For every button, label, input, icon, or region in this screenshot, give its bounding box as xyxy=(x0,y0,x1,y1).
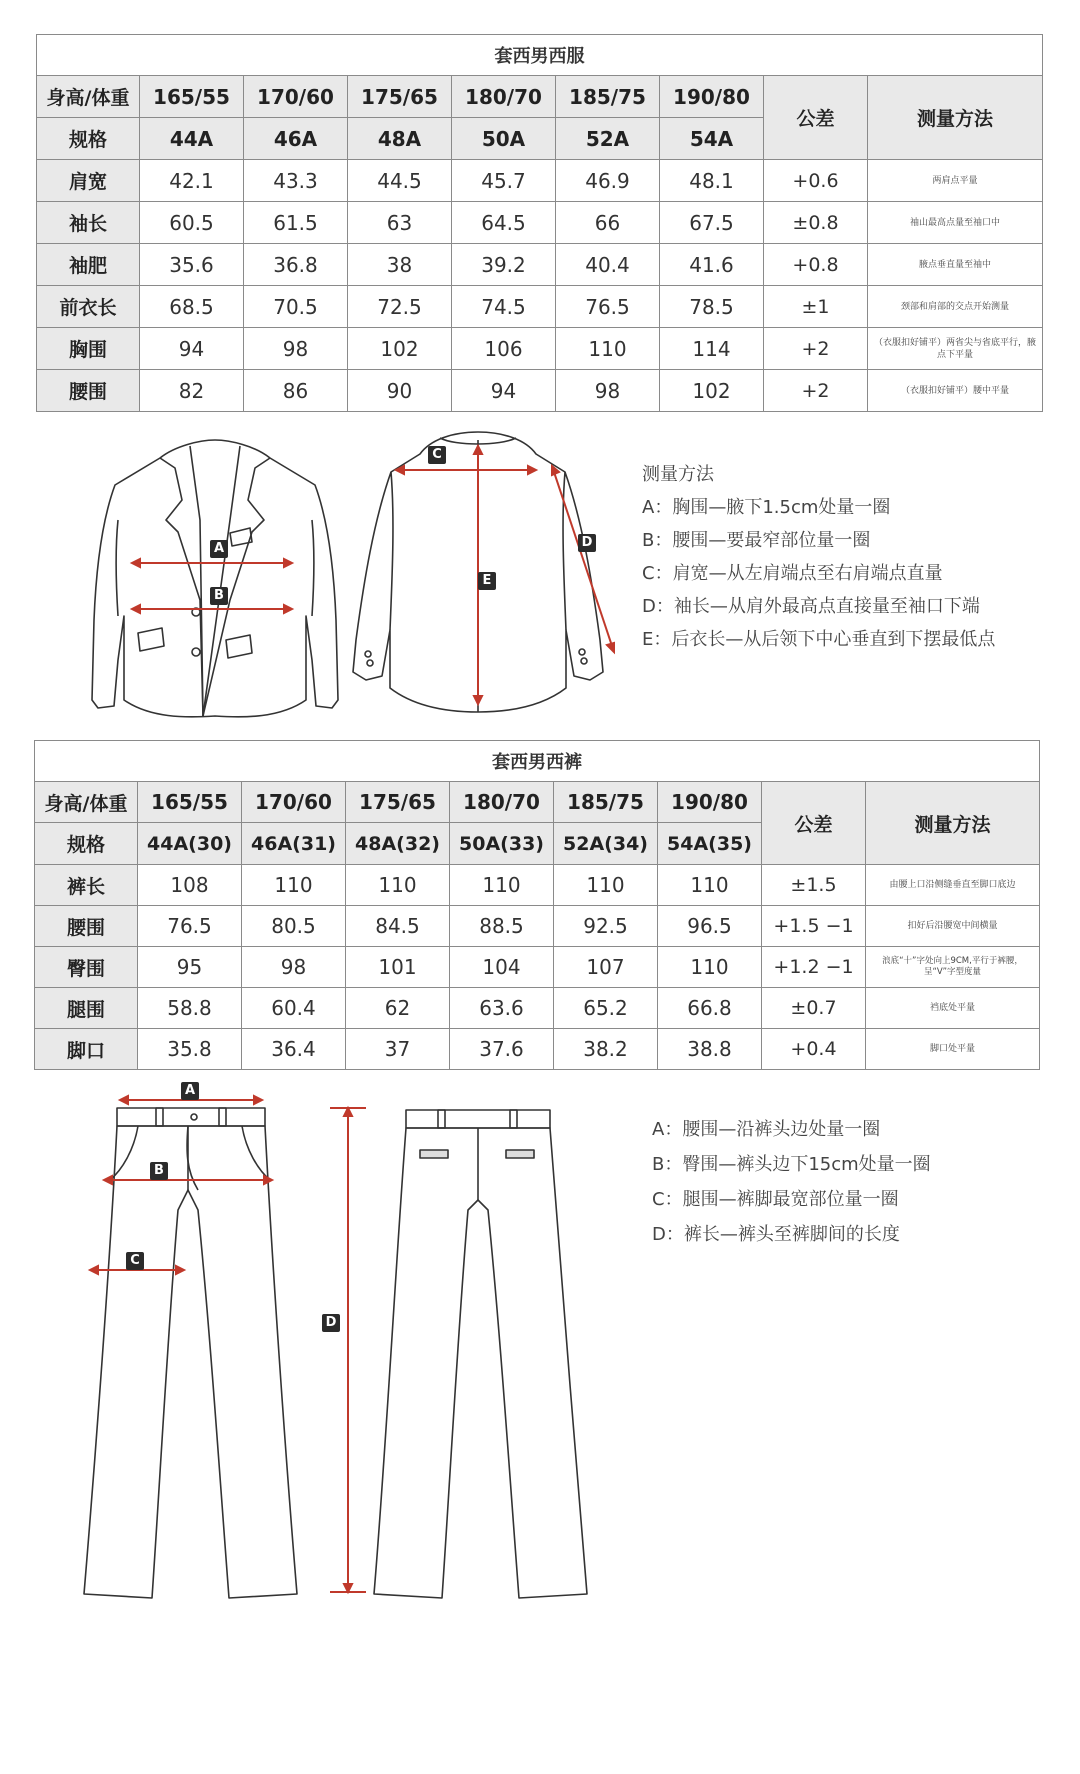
row-label: 袖长 xyxy=(37,202,140,244)
cell: 58.8 xyxy=(138,988,242,1029)
height-col: 175/65 xyxy=(346,782,450,823)
height-col: 180/70 xyxy=(452,76,556,118)
cell: 36.8 xyxy=(244,244,348,286)
height-col: 170/60 xyxy=(242,782,346,823)
legend-item: C：肩宽—从左肩端点至右肩端点直量 xyxy=(642,563,943,584)
method-cell: 扣好后沿腰宽中间横量 xyxy=(866,906,1040,947)
cell: 66 xyxy=(556,202,660,244)
cell: 41.6 xyxy=(660,244,764,286)
method-header: 测量方法 xyxy=(866,782,1040,865)
tag-c: C xyxy=(126,1252,144,1270)
cell: 94 xyxy=(140,328,244,370)
cell: 110 xyxy=(658,947,762,988)
tag-b: B xyxy=(210,587,228,605)
tolerance-cell: +1.2 −1 xyxy=(762,947,866,988)
row-label: 胸围 xyxy=(37,328,140,370)
cell: 45.7 xyxy=(452,160,556,202)
row-label: 肩宽 xyxy=(37,160,140,202)
size-col: 46A xyxy=(244,118,348,160)
cell: 110 xyxy=(450,865,554,906)
cell: 67.5 xyxy=(660,202,764,244)
cell: 98 xyxy=(244,328,348,370)
size-col: 50A xyxy=(452,118,556,160)
cell: 60.5 xyxy=(140,202,244,244)
tag-a: A xyxy=(181,1082,199,1100)
legend-item: D：裤长—裤头至裤脚间的长度 xyxy=(652,1224,900,1245)
tolerance-cell: +0.4 xyxy=(762,1029,866,1070)
height-col: 190/80 xyxy=(658,782,762,823)
row-label: 脚口 xyxy=(35,1029,138,1070)
cell: 95 xyxy=(138,947,242,988)
legend-item: A：腰围—沿裤头边处量一圈 xyxy=(652,1119,881,1140)
height-col: 180/70 xyxy=(450,782,554,823)
row-label: 腰围 xyxy=(37,370,140,412)
size-col: 52A xyxy=(556,118,660,160)
tolerance-cell: +0.8 xyxy=(764,244,868,286)
size-label: 规格 xyxy=(35,823,138,865)
tolerance-cell: ±0.8 xyxy=(764,202,868,244)
method-cell: 裆底处平量 xyxy=(866,988,1040,1029)
cell: 76.5 xyxy=(556,286,660,328)
method-cell: 由腰上口沿侧缝垂直至脚口底边 xyxy=(866,865,1040,906)
tolerance-cell: +2 xyxy=(764,370,868,412)
cell: 36.4 xyxy=(242,1029,346,1070)
legend-item: B：腰围—要最窄部位量一圈 xyxy=(642,530,871,551)
height-weight-label: 身高/体重 xyxy=(37,76,140,118)
cell: 38.8 xyxy=(658,1029,762,1070)
size-col: 44A(30) xyxy=(138,823,242,865)
size-col: 48A xyxy=(348,118,452,160)
cell: 101 xyxy=(346,947,450,988)
height-weight-label: 身高/体重 xyxy=(35,782,138,823)
size-col: 52A(34) xyxy=(554,823,658,865)
method-cell: 脚口处平量 xyxy=(866,1029,1040,1070)
cell: 48.1 xyxy=(660,160,764,202)
cell: 107 xyxy=(554,947,658,988)
cell: 110 xyxy=(556,328,660,370)
cell: 94 xyxy=(452,370,556,412)
cell: 63.6 xyxy=(450,988,554,1029)
row-label: 腰围 xyxy=(35,906,138,947)
tolerance-cell: +1.5 −1 xyxy=(762,906,866,947)
height-col: 190/80 xyxy=(660,76,764,118)
cell: 90 xyxy=(348,370,452,412)
tag-e: E xyxy=(478,572,496,590)
tolerance-header: 公差 xyxy=(764,76,868,160)
legend-item: E：后衣长—从后领下中心垂直到下摆最低点 xyxy=(642,629,996,650)
cell: 68.5 xyxy=(140,286,244,328)
cell: 104 xyxy=(450,947,554,988)
cell: 114 xyxy=(660,328,764,370)
row-label: 臀围 xyxy=(35,947,138,988)
size-label: 规格 xyxy=(37,118,140,160)
method-cell: 颈部和肩部的交点开始测量 xyxy=(868,286,1043,328)
cell: 65.2 xyxy=(554,988,658,1029)
cell: 88.5 xyxy=(450,906,554,947)
legend-item: C：腿围—裤脚最宽部位量一圈 xyxy=(652,1189,899,1210)
cell: 42.1 xyxy=(140,160,244,202)
cell: 86 xyxy=(244,370,348,412)
cell: 63 xyxy=(348,202,452,244)
height-col: 165/55 xyxy=(138,782,242,823)
method-cell: 浪底“十”字处向上9CM,平行于裤腰，呈“V”字型度量 xyxy=(866,947,1040,988)
method-cell: 袖山最高点量至袖口中 xyxy=(868,202,1043,244)
cell: 102 xyxy=(660,370,764,412)
legend-item: D：袖长—从肩外最高点直接量至袖口下端 xyxy=(642,596,980,617)
row-label: 前衣长 xyxy=(37,286,140,328)
cell: 108 xyxy=(138,865,242,906)
cell: 44.5 xyxy=(348,160,452,202)
cell: 38 xyxy=(348,244,452,286)
tolerance-header: 公差 xyxy=(762,782,866,865)
tag-a: A xyxy=(210,540,228,558)
cell: 35.8 xyxy=(138,1029,242,1070)
cell: 37 xyxy=(346,1029,450,1070)
cell: 46.9 xyxy=(556,160,660,202)
cell: 38.2 xyxy=(554,1029,658,1070)
cell: 39.2 xyxy=(452,244,556,286)
cell: 96.5 xyxy=(658,906,762,947)
cell: 62 xyxy=(346,988,450,1029)
height-col: 185/75 xyxy=(554,782,658,823)
height-col: 170/60 xyxy=(244,76,348,118)
method-header: 测量方法 xyxy=(868,76,1043,160)
tolerance-cell: +0.6 xyxy=(764,160,868,202)
method-cell: （衣服扣好铺平）两省尖与省底平行，腋点下平量 xyxy=(868,328,1043,370)
height-col: 165/55 xyxy=(140,76,244,118)
cell: 64.5 xyxy=(452,202,556,244)
cell: 61.5 xyxy=(244,202,348,244)
legend-heading: 测量方法 xyxy=(642,464,714,485)
cell: 66.8 xyxy=(658,988,762,1029)
tag-d: D xyxy=(322,1314,340,1332)
pants-measure-legend xyxy=(652,1112,931,1252)
method-cell: （衣服扣好铺平）腰中平量 xyxy=(868,370,1043,412)
tag-b: B xyxy=(150,1162,168,1180)
tolerance-cell: ±1 xyxy=(764,286,868,328)
size-col: 54A xyxy=(660,118,764,160)
cell: 40.4 xyxy=(556,244,660,286)
cell: 72.5 xyxy=(348,286,452,328)
cell: 70.5 xyxy=(244,286,348,328)
jacket-table-title: 套西男西服 xyxy=(37,35,1043,76)
tag-c: C xyxy=(428,446,446,464)
cell: 74.5 xyxy=(452,286,556,328)
tag-d: D xyxy=(578,534,596,552)
cell: 106 xyxy=(452,328,556,370)
pants-table-title: 套西男西裤 xyxy=(35,741,1040,782)
cell: 35.6 xyxy=(140,244,244,286)
cell: 82 xyxy=(140,370,244,412)
height-col: 185/75 xyxy=(556,76,660,118)
cell: 37.6 xyxy=(450,1029,554,1070)
tolerance-cell: +2 xyxy=(764,328,868,370)
size-col: 50A(33) xyxy=(450,823,554,865)
row-label: 裤长 xyxy=(35,865,138,906)
height-col: 175/65 xyxy=(348,76,452,118)
legend-item: B：臀围—裤头边下15cm处量一圈 xyxy=(652,1154,931,1175)
cell: 110 xyxy=(242,865,346,906)
cell: 60.4 xyxy=(242,988,346,1029)
method-cell: 两肩点平量 xyxy=(868,160,1043,202)
cell: 98 xyxy=(242,947,346,988)
cell: 84.5 xyxy=(346,906,450,947)
cell: 102 xyxy=(348,328,452,370)
tolerance-cell: ±0.7 xyxy=(762,988,866,1029)
method-cell: 腋点垂直量至袖中 xyxy=(868,244,1043,286)
cell: 76.5 xyxy=(138,906,242,947)
row-label: 腿围 xyxy=(35,988,138,1029)
tolerance-cell: ±1.5 xyxy=(762,865,866,906)
cell: 110 xyxy=(346,865,450,906)
size-col: 48A(32) xyxy=(346,823,450,865)
cell: 43.3 xyxy=(244,160,348,202)
cell: 110 xyxy=(658,865,762,906)
legend-item: A：胸围—腋下1.5cm处量一圈 xyxy=(642,497,891,518)
cell: 92.5 xyxy=(554,906,658,947)
cell: 110 xyxy=(554,865,658,906)
cell: 80.5 xyxy=(242,906,346,947)
size-col: 44A xyxy=(140,118,244,160)
row-label: 袖肥 xyxy=(37,244,140,286)
size-col: 46A(31) xyxy=(242,823,346,865)
size-col: 54A(35) xyxy=(658,823,762,865)
cell: 78.5 xyxy=(660,286,764,328)
cell: 98 xyxy=(556,370,660,412)
